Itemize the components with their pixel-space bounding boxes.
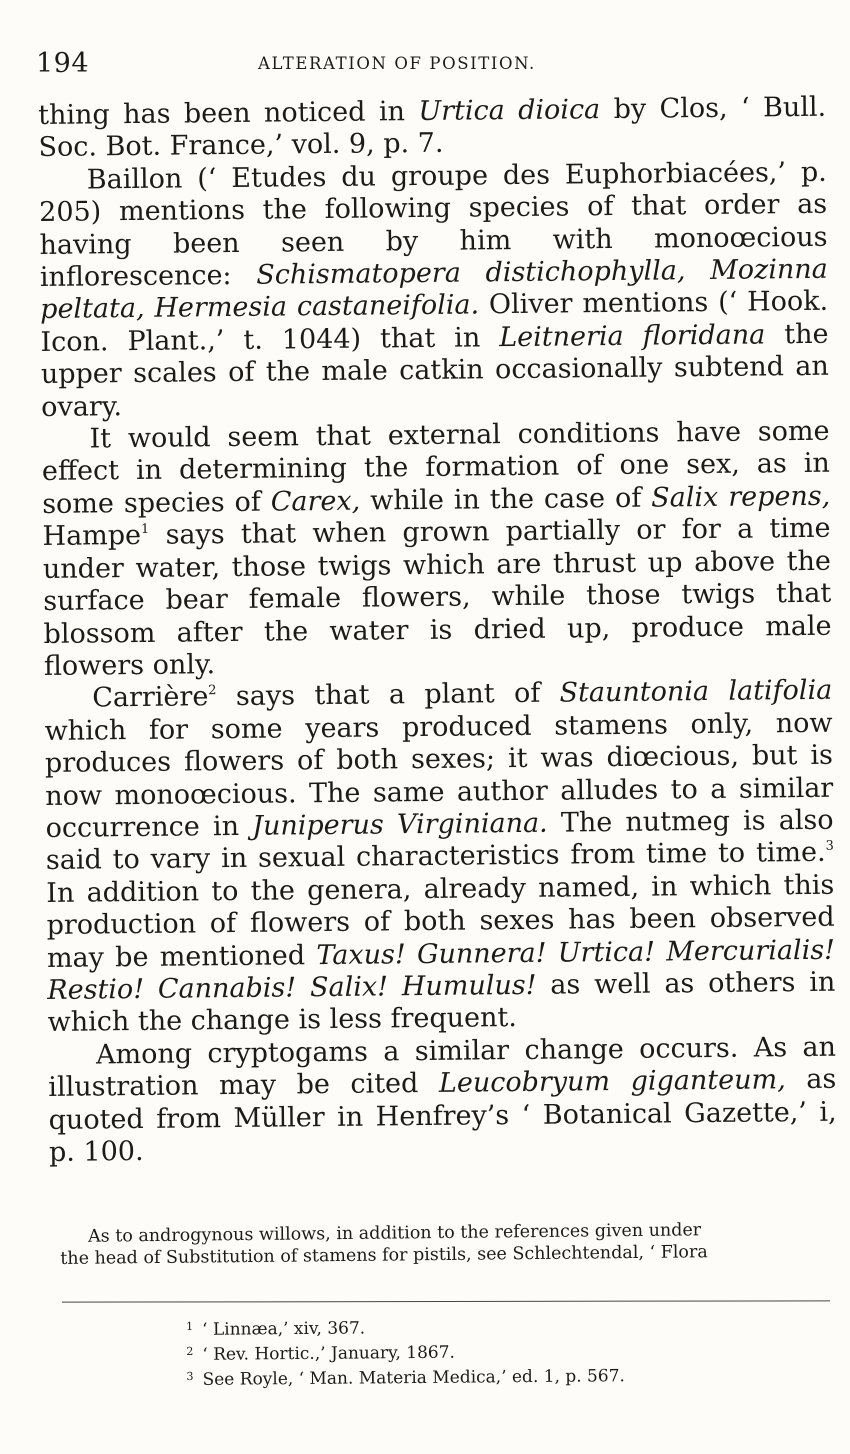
footnotes (186, 1311, 787, 1391)
paragraph-3 (41, 416, 832, 683)
footnote-ref: 1 (140, 522, 150, 538)
footnote-text: ‘ Linnæa,’ xiv, 367. (202, 1318, 366, 1340)
small-print-note (60, 1218, 830, 1270)
text-run: the upper scales of the male catkin occasionally subtend an ovary. (40, 318, 829, 423)
footnote-ref: 2 (208, 683, 217, 699)
text-run: as quoted from Müller in Henfrey’s ‘ Botanical Gazette,’ i, p. 100. (48, 1063, 837, 1168)
page-number: 194 (36, 48, 90, 79)
footnote-text: ‘ Rev. Hortic.,’ January, 1867. (202, 1342, 456, 1365)
text-run: which for some years produced stamens only, now produces flowers of both sexes; it was diœcious, but is now monoœcious. The same author alludes to a similar occurrence in (44, 707, 834, 844)
footnote-text: See Royle, ‘ Man. Materia Medica,’ ed. 1, p. 567. (202, 1366, 625, 1390)
text-run: Baillon (‘ Etudes du groupe des Euphorbiacées,’ p. 205) mentions the following species of that order as having been seen by him with monoœcious inflorescence: (39, 156, 828, 294)
paragraph-2 (39, 157, 830, 424)
paragraph-4 (44, 675, 836, 1040)
italic-run: Carex, (270, 485, 361, 518)
running-head: ALTERATION OF POSITION. (258, 54, 536, 73)
body-text (38, 92, 837, 1170)
text-run: says that when grown partially or for a time under water, those twigs which are thrust up above the surface bear female flowers, while those twigs that blossom after the water is dried up, produce male flowers only. (42, 513, 832, 682)
text-run: by Clos, ‘ Bull. Soc. Bot. France,’ vol. 9, p. 7. (38, 91, 827, 164)
italic-run: Leitneria floridana (499, 319, 766, 354)
text-run: Oliver mentions (‘ Hook. Icon. Plant.,’ t. 1044) that in (40, 286, 829, 358)
italic-run: Juniperus Virginiana. (252, 807, 548, 842)
text-run: Carrière (92, 681, 209, 714)
footnote-divider (62, 1300, 830, 1302)
paragraph-1 (38, 92, 827, 165)
text-run: thing has been noticed in (38, 96, 419, 131)
italic-run: Leucobryum giganteum, (438, 1064, 786, 1100)
footnote-mark: 1 (186, 1319, 194, 1333)
italic-run: Urtica dioica (418, 94, 601, 128)
text-run: The nutmeg is also said to vary in sexual characteristics from time to time. (45, 804, 834, 877)
footnote-mark: 3 (186, 1369, 194, 1383)
paragraph-5 (48, 1031, 837, 1169)
text-run: says that a plant of (216, 677, 560, 713)
footnote-mark: 2 (186, 1344, 194, 1358)
text-run: Among cryptogams a similar change occurs. As an illustration may be cited (48, 1031, 837, 1104)
italic-run: Taxus! Gunnera! Urtica! Mercurialis! Restio! Cannabis! Salix! Humulus! (47, 934, 836, 1006)
text-run: as well as others in which the change is less frequent. (47, 966, 836, 1039)
text-run: In addition to the genera, already named, in which this production of flowers of both sexes has been observed may be mentioned (46, 869, 835, 974)
footnote-3 (186, 1361, 786, 1391)
page-header (36, 48, 826, 82)
text-run: As to androgynous willows, in addition to the references given under (88, 1220, 702, 1247)
text-run: the head of Substitution of stamens for pistils, see Schlechtendal, ‘ Flora (60, 1242, 708, 1269)
text-run: It would seem that external conditions have some effect in determining the formation of one sex, as in some species of (41, 415, 831, 520)
text-run: Hampe (42, 520, 142, 553)
italic-run: Schismatopera distichophylla, Mozinna peltata, Hermesia castaneifolia. (40, 253, 828, 326)
italic-run: Stauntonia latifolia (559, 675, 833, 709)
footnote-ref: 3 (825, 839, 834, 855)
italic-run: Salix repens, (651, 480, 831, 514)
text-run: while in the case of (360, 482, 652, 517)
